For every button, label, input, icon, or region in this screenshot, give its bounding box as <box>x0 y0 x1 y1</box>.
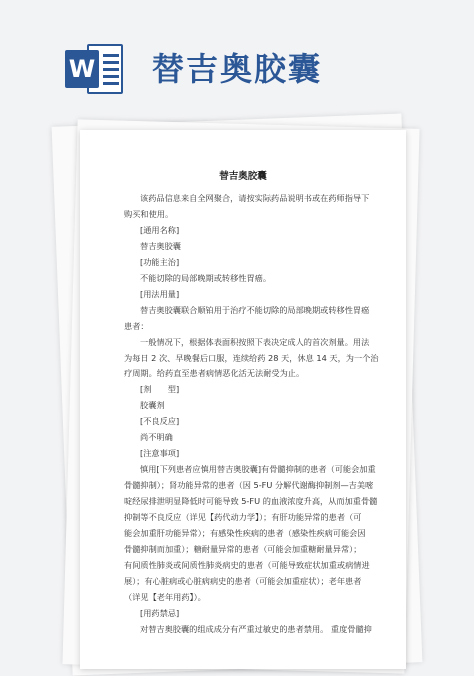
document-page <box>80 130 406 669</box>
document-line: 尚不明确 <box>140 432 173 443</box>
document-line: [用药禁忌] <box>140 607 180 618</box>
document-line: [注意事项] <box>140 448 180 459</box>
document-line: [不良反应] <box>140 416 180 427</box>
word-icon-letter: W <box>65 50 99 88</box>
document-line: [用法用量] <box>140 288 180 299</box>
document-line: 替吉奥胶囊 <box>140 240 181 251</box>
document-line: （详见【老年用药】）。 <box>124 591 206 602</box>
document-line: [剂 型] <box>140 384 180 395</box>
document-line: 疗周期。给药直至患者病情恶化活无法耐受为止。 <box>124 368 305 379</box>
document-line: 骨髓抑制而加重）；糖耐量异常的患者（可能会加重糖耐量异常）； <box>124 543 362 554</box>
document-line: 展）；有心脏病或心脏病病史的患者（可能会加重症状）；老年患者 <box>124 575 362 586</box>
header-title: 替吉奥胶囊 <box>152 50 323 88</box>
document-title: 替吉奥胶囊 <box>219 171 267 182</box>
document-line: [通用名称] <box>140 224 180 235</box>
document-line: 有间质性肺炎或间质性肺炎病史的患者（可能导致症状加重或病情进 <box>124 559 370 570</box>
document-line: 抑制等不良反应（详见【药代动力学】）；有肝功能异常的患者（可 <box>124 512 362 522</box>
document-line: 能会加重肝功能异常）；有感染性疾病的患者（感染性疾病可能会因 <box>124 527 366 538</box>
word-icon <box>65 40 127 98</box>
header-banner <box>0 0 474 110</box>
document-line: 对替吉奥胶囊的组成成分有严重过敏史的患者禁用。 重度骨髓抑 <box>140 623 372 634</box>
document-line: 患者： <box>124 320 149 331</box>
document-line: 啶经尿排泄明显降低时可能导致 5-FU 的血液浓度升高，从而加重骨髓 <box>124 496 378 507</box>
document-line: [功能主治] <box>140 256 180 267</box>
document-line: 为每日 2 次、早晚餐后口服，连续给药 28 天，休息 14 天，为一个治 <box>124 352 379 363</box>
document-line: 骨髓抑制）；肾功能异常的患者（因 5-FU 分解代谢酶抑制剂—吉美嘧 <box>124 480 374 491</box>
document-line: 该药品信息来自全网聚合，请按实际药品说明书或在药师指导下 <box>140 193 370 203</box>
document-line: 胶囊剂 <box>140 400 165 411</box>
document-line: 慎用[下列患者应慎用替吉奥胶囊]有骨髓抑制的患者（可能会加重 <box>140 464 376 475</box>
document-line: 不能切除的局部晚期或转移性胃癌。 <box>140 272 272 283</box>
document-line: 购买和使用。 <box>124 208 174 219</box>
document-line: 一般情况下，根据体表面积按照下表决定成人的首次剂量。用法 <box>140 336 370 347</box>
document-line: 替吉奥胶囊联合顺铂用于治疗不能切除的局部晚期或转移性胃癌 <box>140 304 370 315</box>
